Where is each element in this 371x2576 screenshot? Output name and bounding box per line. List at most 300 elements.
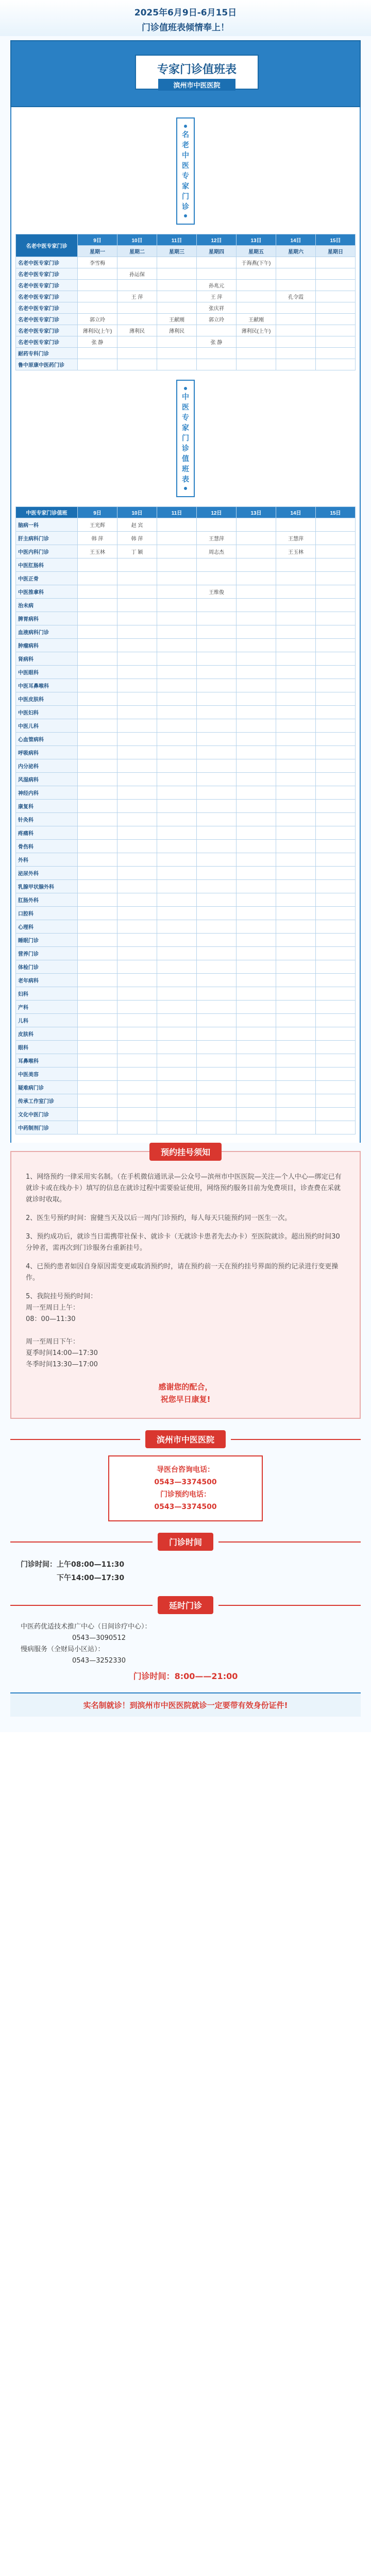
doctor-cell[interactable]: [197, 1054, 237, 1067]
doctor-cell[interactable]: [197, 987, 237, 1001]
doctor-cell[interactable]: [78, 666, 117, 679]
doctor-cell[interactable]: [78, 1094, 117, 1108]
chronic-service-phone[interactable]: 0543—3252330: [72, 1657, 126, 1665]
doctor-cell[interactable]: [197, 1094, 237, 1108]
doctor-cell[interactable]: [276, 679, 316, 692]
doctor-cell[interactable]: [117, 558, 157, 572]
doctor-cell[interactable]: [276, 1094, 316, 1108]
doctor-cell[interactable]: [316, 545, 356, 558]
doctor-cell[interactable]: [78, 679, 117, 692]
doctor-cell[interactable]: [237, 719, 276, 733]
doctor-cell[interactable]: [117, 853, 157, 867]
doctor-cell[interactable]: [237, 840, 276, 853]
doctor-cell[interactable]: [197, 813, 237, 826]
doctor-cell[interactable]: [157, 974, 197, 987]
doctor-cell[interactable]: [197, 746, 237, 759]
doctor-cell[interactable]: [276, 773, 316, 786]
doctor-cell[interactable]: [157, 1094, 197, 1108]
doctor-cell[interactable]: [78, 291, 117, 302]
doctor-cell[interactable]: [276, 585, 316, 599]
doctor-cell[interactable]: 王 萍: [197, 291, 237, 302]
doctor-cell[interactable]: [197, 639, 237, 652]
doctor-cell[interactable]: [237, 545, 276, 558]
doctor-cell[interactable]: [117, 257, 157, 268]
doctor-cell[interactable]: [316, 1014, 356, 1027]
doctor-cell[interactable]: 王维俊: [197, 585, 237, 599]
doctor-cell[interactable]: [237, 1094, 276, 1108]
doctor-cell[interactable]: [197, 558, 237, 572]
doctor-cell[interactable]: [117, 813, 157, 826]
doctor-cell[interactable]: 郭立玲: [78, 314, 117, 325]
doctor-cell[interactable]: [316, 826, 356, 840]
doctor-cell[interactable]: [316, 786, 356, 800]
doctor-cell[interactable]: 薄利民: [157, 325, 197, 336]
doctor-cell[interactable]: [276, 666, 316, 679]
doctor-cell[interactable]: [276, 572, 316, 585]
doctor-cell[interactable]: [78, 302, 117, 314]
doctor-cell[interactable]: [316, 612, 356, 625]
doctor-cell[interactable]: [197, 348, 237, 359]
doctor-cell[interactable]: [276, 1121, 316, 1134]
doctor-cell[interactable]: [237, 679, 276, 692]
doctor-cell[interactable]: [316, 325, 356, 336]
doctor-cell[interactable]: [237, 907, 276, 920]
doctor-cell[interactable]: [237, 1067, 276, 1081]
doctor-cell[interactable]: [276, 987, 316, 1001]
doctor-cell[interactable]: [157, 733, 197, 746]
doctor-cell[interactable]: 丁 颖: [117, 545, 157, 558]
doctor-cell[interactable]: [237, 1054, 276, 1067]
doctor-cell[interactable]: [276, 1067, 316, 1081]
doctor-cell[interactable]: [197, 268, 237, 280]
doctor-cell[interactable]: [276, 746, 316, 759]
doctor-cell[interactable]: [197, 934, 237, 947]
doctor-cell[interactable]: [78, 359, 117, 370]
doctor-cell[interactable]: [78, 934, 117, 947]
doctor-cell[interactable]: 赵 宾: [117, 518, 157, 532]
doctor-cell[interactable]: [276, 706, 316, 719]
doctor-cell[interactable]: [316, 572, 356, 585]
doctor-cell[interactable]: [157, 612, 197, 625]
doctor-cell[interactable]: [157, 625, 197, 639]
doctor-cell[interactable]: [197, 786, 237, 800]
doctor-cell[interactable]: [237, 666, 276, 679]
doctor-cell[interactable]: [316, 840, 356, 853]
doctor-cell[interactable]: 李雪梅: [78, 257, 117, 268]
doctor-cell[interactable]: [237, 893, 276, 907]
doctor-cell[interactable]: [237, 974, 276, 987]
doctor-cell[interactable]: [237, 1001, 276, 1014]
doctor-cell[interactable]: 张庆祥: [197, 302, 237, 314]
doctor-cell[interactable]: 薄利民(上午): [78, 325, 117, 336]
doctor-cell[interactable]: [197, 867, 237, 880]
doctor-cell[interactable]: [276, 652, 316, 666]
doctor-cell[interactable]: [276, 880, 316, 893]
doctor-cell[interactable]: [276, 314, 316, 325]
doctor-cell[interactable]: [276, 719, 316, 733]
doctor-cell[interactable]: [197, 1001, 237, 1014]
doctor-cell[interactable]: [197, 920, 237, 934]
doctor-cell[interactable]: [316, 1054, 356, 1067]
doctor-cell[interactable]: [117, 1027, 157, 1041]
doctor-cell[interactable]: [237, 800, 276, 813]
doctor-cell[interactable]: [157, 348, 197, 359]
doctor-cell[interactable]: [78, 706, 117, 719]
doctor-cell[interactable]: [157, 359, 197, 370]
doctor-cell[interactable]: [237, 934, 276, 947]
doctor-cell[interactable]: [78, 746, 117, 759]
doctor-cell[interactable]: [157, 719, 197, 733]
doctor-cell[interactable]: [157, 336, 197, 348]
doctor-cell[interactable]: 孙运保: [117, 268, 157, 280]
doctor-cell[interactable]: [316, 625, 356, 639]
doctor-cell[interactable]: [197, 325, 237, 336]
doctor-cell[interactable]: [197, 599, 237, 612]
doctor-cell[interactable]: [276, 518, 316, 532]
doctor-cell[interactable]: [276, 853, 316, 867]
doctor-cell[interactable]: [237, 518, 276, 532]
doctor-cell[interactable]: [237, 612, 276, 625]
doctor-cell[interactable]: [117, 280, 157, 291]
doctor-cell[interactable]: [237, 599, 276, 612]
doctor-cell[interactable]: [237, 826, 276, 840]
doctor-cell[interactable]: [276, 359, 316, 370]
doctor-cell[interactable]: [157, 947, 197, 960]
doctor-cell[interactable]: [276, 934, 316, 947]
doctor-cell[interactable]: [237, 532, 276, 545]
doctor-cell[interactable]: [316, 1108, 356, 1121]
doctor-cell[interactable]: [316, 1027, 356, 1041]
doctor-cell[interactable]: [117, 666, 157, 679]
doctor-cell[interactable]: [316, 291, 356, 302]
doctor-cell[interactable]: [276, 1014, 316, 1027]
doctor-cell[interactable]: [276, 974, 316, 987]
doctor-cell[interactable]: [276, 280, 316, 291]
doctor-cell[interactable]: [78, 840, 117, 853]
doctor-cell[interactable]: [197, 733, 237, 746]
doctor-cell[interactable]: [78, 1108, 117, 1121]
doctor-cell[interactable]: [316, 746, 356, 759]
doctor-cell[interactable]: [276, 1001, 316, 1014]
doctor-cell[interactable]: [237, 733, 276, 746]
doctor-cell[interactable]: 孔令霞: [276, 291, 316, 302]
doctor-cell[interactable]: 张 静: [197, 336, 237, 348]
doctor-cell[interactable]: [117, 612, 157, 625]
doctor-cell[interactable]: [117, 840, 157, 853]
guide-phone[interactable]: 0543—3374500: [154, 1478, 217, 1486]
doctor-cell[interactable]: [237, 291, 276, 302]
doctor-cell[interactable]: [157, 867, 197, 880]
doctor-cell[interactable]: [78, 1121, 117, 1134]
doctor-cell[interactable]: [197, 706, 237, 719]
doctor-cell[interactable]: [157, 800, 197, 813]
doctor-cell[interactable]: [117, 719, 157, 733]
doctor-cell[interactable]: [276, 867, 316, 880]
doctor-cell[interactable]: [237, 1121, 276, 1134]
doctor-cell[interactable]: [78, 733, 117, 746]
doctor-cell[interactable]: [197, 679, 237, 692]
doctor-cell[interactable]: [316, 759, 356, 773]
doctor-cell[interactable]: 韩 萍: [117, 532, 157, 545]
doctor-cell[interactable]: [237, 867, 276, 880]
doctor-cell[interactable]: [157, 880, 197, 893]
doctor-cell[interactable]: [117, 746, 157, 759]
doctor-cell[interactable]: [276, 840, 316, 853]
doctor-cell[interactable]: [78, 585, 117, 599]
doctor-cell[interactable]: [78, 974, 117, 987]
doctor-cell[interactable]: [157, 840, 197, 853]
doctor-cell[interactable]: [197, 960, 237, 974]
doctor-cell[interactable]: [78, 987, 117, 1001]
doctor-cell[interactable]: [276, 599, 316, 612]
doctor-cell[interactable]: [237, 880, 276, 893]
doctor-cell[interactable]: [316, 599, 356, 612]
doctor-cell[interactable]: [117, 1001, 157, 1014]
doctor-cell[interactable]: [157, 679, 197, 692]
doctor-cell[interactable]: [237, 1108, 276, 1121]
doctor-cell[interactable]: [197, 800, 237, 813]
doctor-cell[interactable]: [237, 759, 276, 773]
doctor-cell[interactable]: [78, 1067, 117, 1081]
doctor-cell[interactable]: [117, 826, 157, 840]
doctor-cell[interactable]: [237, 1081, 276, 1094]
doctor-cell[interactable]: [276, 826, 316, 840]
doctor-cell[interactable]: [197, 759, 237, 773]
doctor-cell[interactable]: [157, 545, 197, 558]
doctor-cell[interactable]: [237, 1027, 276, 1041]
doctor-cell[interactable]: [197, 1027, 237, 1041]
doctor-cell[interactable]: [117, 302, 157, 314]
doctor-cell[interactable]: [316, 585, 356, 599]
doctor-cell[interactable]: [117, 960, 157, 974]
doctor-cell[interactable]: [78, 719, 117, 733]
doctor-cell[interactable]: [157, 1027, 197, 1041]
doctor-cell[interactable]: [316, 813, 356, 826]
doctor-cell[interactable]: [316, 706, 356, 719]
doctor-cell[interactable]: [316, 1067, 356, 1081]
doctor-cell[interactable]: [78, 920, 117, 934]
doctor-cell[interactable]: [237, 359, 276, 370]
doctor-cell[interactable]: [197, 572, 237, 585]
doctor-cell[interactable]: [157, 585, 197, 599]
doctor-cell[interactable]: [197, 947, 237, 960]
doctor-cell[interactable]: [316, 934, 356, 947]
doctor-cell[interactable]: [157, 652, 197, 666]
doctor-cell[interactable]: [316, 280, 356, 291]
doctor-cell[interactable]: [78, 625, 117, 639]
doctor-cell[interactable]: [117, 893, 157, 907]
doctor-cell[interactable]: [78, 826, 117, 840]
doctor-cell[interactable]: [237, 813, 276, 826]
doctor-cell[interactable]: [78, 692, 117, 706]
doctor-cell[interactable]: [237, 348, 276, 359]
doctor-cell[interactable]: [117, 907, 157, 920]
doctor-cell[interactable]: [316, 639, 356, 652]
doctor-cell[interactable]: [117, 625, 157, 639]
doctor-cell[interactable]: [276, 800, 316, 813]
doctor-cell[interactable]: [117, 800, 157, 813]
doctor-cell[interactable]: [78, 813, 117, 826]
doctor-cell[interactable]: [78, 572, 117, 585]
doctor-cell[interactable]: [316, 257, 356, 268]
doctor-cell[interactable]: [316, 733, 356, 746]
doctor-cell[interactable]: [316, 1121, 356, 1134]
doctor-cell[interactable]: [117, 359, 157, 370]
doctor-cell[interactable]: [197, 1081, 237, 1094]
doctor-cell[interactable]: [316, 719, 356, 733]
doctor-cell[interactable]: [157, 1014, 197, 1027]
doctor-cell[interactable]: 韩 萍: [78, 532, 117, 545]
doctor-cell[interactable]: [117, 692, 157, 706]
doctor-cell[interactable]: [316, 652, 356, 666]
doctor-cell[interactable]: 孙兆元: [197, 280, 237, 291]
doctor-cell[interactable]: [316, 920, 356, 934]
doctor-cell[interactable]: 王玉林: [78, 545, 117, 558]
doctor-cell[interactable]: [316, 773, 356, 786]
doctor-cell[interactable]: [237, 625, 276, 639]
doctor-cell[interactable]: [78, 800, 117, 813]
doctor-cell[interactable]: [78, 652, 117, 666]
doctor-cell[interactable]: [78, 893, 117, 907]
doctor-cell[interactable]: [316, 302, 356, 314]
doctor-cell[interactable]: [316, 947, 356, 960]
doctor-cell[interactable]: [276, 960, 316, 974]
doctor-cell[interactable]: [316, 314, 356, 325]
doctor-cell[interactable]: [316, 1001, 356, 1014]
doctor-cell[interactable]: 王光辉: [78, 518, 117, 532]
doctor-cell[interactable]: [237, 558, 276, 572]
doctor-cell[interactable]: [157, 746, 197, 759]
doctor-cell[interactable]: [276, 558, 316, 572]
doctor-cell[interactable]: [157, 706, 197, 719]
doctor-cell[interactable]: [237, 920, 276, 934]
doctor-cell[interactable]: [78, 1027, 117, 1041]
doctor-cell[interactable]: [237, 773, 276, 786]
doctor-cell[interactable]: [197, 612, 237, 625]
doctor-cell[interactable]: [78, 867, 117, 880]
doctor-cell[interactable]: [157, 268, 197, 280]
doctor-cell[interactable]: [197, 1041, 237, 1054]
doctor-cell[interactable]: [117, 987, 157, 1001]
doctor-cell[interactable]: [316, 1081, 356, 1094]
doctor-cell[interactable]: [78, 280, 117, 291]
doctor-cell[interactable]: [117, 733, 157, 746]
doctor-cell[interactable]: 张 静: [78, 336, 117, 348]
doctor-cell[interactable]: 薄利民: [117, 325, 157, 336]
doctor-cell[interactable]: [78, 599, 117, 612]
doctor-cell[interactable]: [157, 572, 197, 585]
doctor-cell[interactable]: [157, 291, 197, 302]
doctor-cell[interactable]: [237, 947, 276, 960]
doctor-cell[interactable]: [316, 960, 356, 974]
doctor-cell[interactable]: [117, 1081, 157, 1094]
doctor-cell[interactable]: 薄利民(上午): [237, 325, 276, 336]
doctor-cell[interactable]: [197, 518, 237, 532]
doctor-cell[interactable]: [237, 853, 276, 867]
doctor-cell[interactable]: [197, 257, 237, 268]
doctor-cell[interactable]: [316, 666, 356, 679]
doctor-cell[interactable]: [197, 826, 237, 840]
doctor-cell[interactable]: [197, 359, 237, 370]
doctor-cell[interactable]: [78, 786, 117, 800]
doctor-cell[interactable]: [276, 1054, 316, 1067]
doctor-cell[interactable]: [276, 759, 316, 773]
doctor-cell[interactable]: [157, 786, 197, 800]
doctor-cell[interactable]: [117, 336, 157, 348]
doctor-cell[interactable]: 王献刚: [237, 314, 276, 325]
doctor-cell[interactable]: [117, 880, 157, 893]
doctor-cell[interactable]: [237, 639, 276, 652]
doctor-cell[interactable]: [157, 759, 197, 773]
doctor-cell[interactable]: [276, 1081, 316, 1094]
doctor-cell[interactable]: [276, 639, 316, 652]
doctor-cell[interactable]: [117, 1014, 157, 1027]
doctor-cell[interactable]: [157, 280, 197, 291]
doctor-cell[interactable]: [78, 558, 117, 572]
doctor-cell[interactable]: [237, 336, 276, 348]
doctor-cell[interactable]: [157, 934, 197, 947]
doctor-cell[interactable]: [276, 325, 316, 336]
doctor-cell[interactable]: [157, 1081, 197, 1094]
doctor-cell[interactable]: [157, 532, 197, 545]
doctor-cell[interactable]: [78, 612, 117, 625]
doctor-cell[interactable]: [117, 759, 157, 773]
doctor-cell[interactable]: [117, 947, 157, 960]
doctor-cell[interactable]: [316, 518, 356, 532]
doctor-cell[interactable]: [276, 1108, 316, 1121]
doctor-cell[interactable]: [316, 348, 356, 359]
doctor-cell[interactable]: [197, 1121, 237, 1134]
doctor-cell[interactable]: [117, 639, 157, 652]
doctor-cell[interactable]: [316, 853, 356, 867]
doctor-cell[interactable]: [157, 826, 197, 840]
doctor-cell[interactable]: [316, 1041, 356, 1054]
doctor-cell[interactable]: [157, 692, 197, 706]
doctor-cell[interactable]: [276, 893, 316, 907]
doctor-cell[interactable]: [117, 314, 157, 325]
doctor-cell[interactable]: [316, 974, 356, 987]
doctor-cell[interactable]: [78, 639, 117, 652]
doctor-cell[interactable]: [316, 880, 356, 893]
doctor-cell[interactable]: [157, 1001, 197, 1014]
doctor-cell[interactable]: [276, 733, 316, 746]
doctor-cell[interactable]: 王献刚: [157, 314, 197, 325]
doctor-cell[interactable]: [117, 599, 157, 612]
appointment-phone[interactable]: 0543—3374500: [154, 1503, 217, 1511]
doctor-cell[interactable]: [157, 599, 197, 612]
doctor-cell[interactable]: [237, 1014, 276, 1027]
doctor-cell[interactable]: [237, 302, 276, 314]
doctor-cell[interactable]: [157, 1067, 197, 1081]
doctor-cell[interactable]: [78, 1014, 117, 1027]
doctor-cell[interactable]: [117, 1108, 157, 1121]
doctor-cell[interactable]: [237, 692, 276, 706]
doctor-cell[interactable]: [157, 518, 197, 532]
doctor-cell[interactable]: [316, 336, 356, 348]
doctor-cell[interactable]: [157, 639, 197, 652]
doctor-cell[interactable]: [157, 1121, 197, 1134]
doctor-cell[interactable]: [157, 907, 197, 920]
doctor-cell[interactable]: [157, 1054, 197, 1067]
doctor-cell[interactable]: [237, 987, 276, 1001]
doctor-cell[interactable]: [117, 348, 157, 359]
doctor-cell[interactable]: [117, 1067, 157, 1081]
doctor-cell[interactable]: [78, 853, 117, 867]
doctor-cell[interactable]: [276, 348, 316, 359]
doctor-cell[interactable]: [237, 280, 276, 291]
doctor-cell[interactable]: [197, 853, 237, 867]
doctor-cell[interactable]: [197, 880, 237, 893]
